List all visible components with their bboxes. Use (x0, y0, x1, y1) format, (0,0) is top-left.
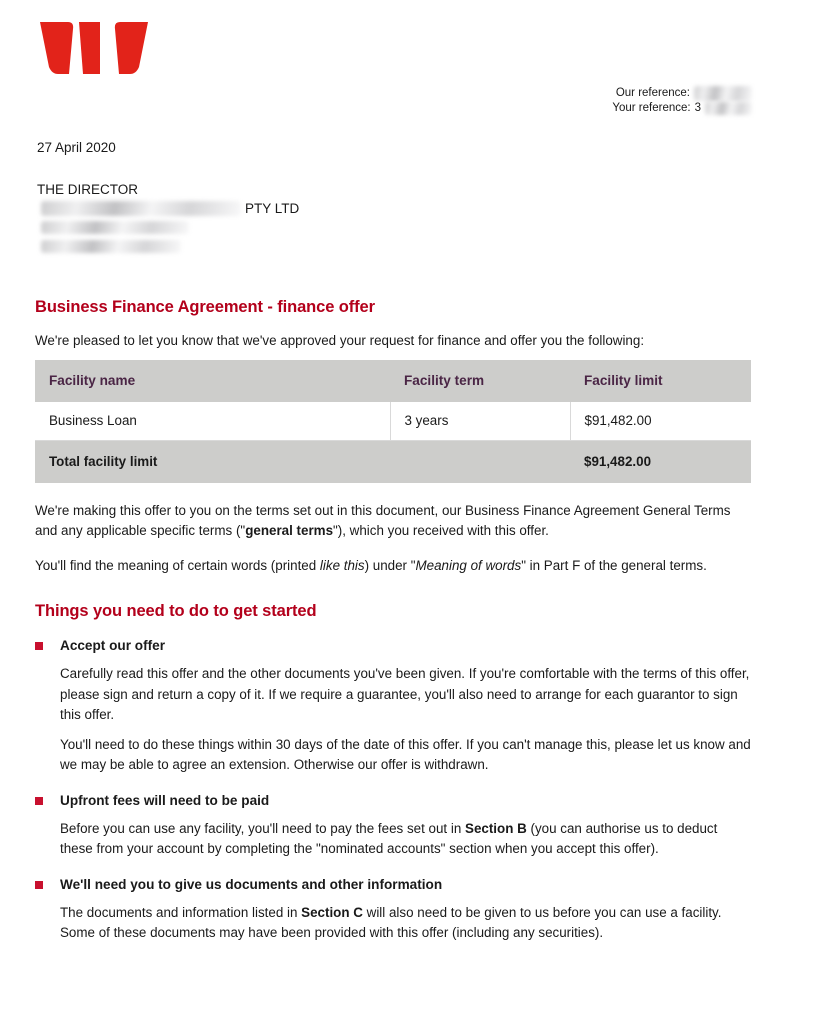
square-bullet-icon (35, 881, 43, 889)
todo-item-title: Accept our offer (60, 638, 165, 653)
fees-text-before: Before you can use any facility, you'll need to pay the fees set out in (60, 820, 466, 836)
todo-item-paragraph: Carefully read this offer and the other documents you've been given. If you're comfortable with the terms of this offer, please sign and return a copy of it. If we require a guarantee, you'll also need to arrange for each guarantor to sign this offer. (60, 666, 750, 722)
docs-section-ref: Section C (301, 904, 363, 920)
address-redaction-2 (41, 240, 181, 253)
square-bullet-icon (35, 642, 43, 650)
offer-heading: Business Finance Agreement - finance offer (35, 298, 375, 316)
addressee-block (37, 180, 299, 256)
todo-item-heading (35, 876, 751, 894)
address-line-1 (37, 218, 299, 237)
terms-p2-italic-2: Meaning of words (415, 557, 522, 573)
westpac-w-logo (38, 21, 150, 75)
company-name-redaction (41, 201, 241, 216)
table-total-row (35, 440, 751, 483)
terms-p2-italic-1: like this (319, 557, 365, 573)
todo-item-body (60, 819, 751, 860)
todo-item-heading (35, 637, 751, 655)
your-reference-line (612, 101, 752, 116)
terms-paragraph-2 (35, 556, 751, 577)
todo-item-paragraph: You'll need to do these things within 30 days of the date of this offer. If you can't manage this, please let us know and we may be able to agree an extension. Otherwise our offer is withdrawn. (60, 736, 751, 772)
docs-text-after: will also need to be given to us before you can use a facility. Some of these documents may have been provided with this offer (including any securities). (60, 904, 722, 940)
fees-section-ref: Section B (465, 820, 527, 836)
todo-item-title: We'll need you to give us documents and other information (60, 876, 443, 892)
docs-text-before: The documents and information listed in (60, 904, 302, 920)
total-spacer (390, 440, 570, 483)
cell-facility-limit: $91,482.00 (570, 402, 751, 441)
todo-item-body (60, 903, 751, 944)
our-reference-line (612, 86, 752, 101)
todo-item-documents (35, 876, 751, 944)
addressee-title: THE DIRECTOR (37, 182, 139, 197)
todo-item-paragraph (60, 903, 751, 944)
cell-facility-term: 3 years (390, 402, 570, 441)
todo-heading: Things you need to do to get started (35, 602, 317, 620)
total-label: Total facility limit (35, 440, 390, 483)
terms-p2-part-a: You'll find the meaning of certain words (printed (35, 557, 320, 573)
todo-item-paragraph (60, 819, 751, 860)
main-content (35, 298, 751, 960)
your-reference-redaction (705, 102, 752, 115)
terms-p2-part-e: " in Part F of the general terms. (521, 557, 707, 573)
address-line-2 (37, 237, 299, 256)
fees-text-after: (you can authorise us to deduct these from your account by completing the "nominated accounts" section when you accept this offer). (60, 820, 718, 856)
address-redaction-1 (41, 221, 189, 234)
column-header-facility-limit: Facility limit (570, 360, 751, 402)
our-reference-label: Our reference: (615, 87, 690, 99)
your-reference-value: 3 (694, 102, 701, 114)
column-header-facility-name: Facility name (35, 360, 390, 402)
total-value: $91,482.00 (570, 440, 751, 483)
facility-table (35, 360, 751, 483)
cell-facility-name: Business Loan (35, 402, 390, 441)
company-suffix: PTY LTD (245, 201, 300, 216)
terms-p2-part-c: ) under " (364, 557, 416, 573)
terms-paragraph-1 (35, 501, 751, 542)
todo-item-heading (35, 792, 751, 810)
todo-item-accept-offer (35, 637, 751, 776)
your-reference-label: Your reference: (612, 102, 691, 114)
square-bullet-icon (35, 797, 43, 805)
terms-p1-bold: general terms (245, 523, 334, 538)
table-row (35, 402, 751, 441)
todo-item-upfront-fees (35, 792, 751, 860)
letter-date: 27 April 2020 (37, 140, 116, 155)
table-header-row (35, 360, 751, 402)
our-reference-redaction (694, 86, 752, 101)
todo-item-title: Upfront fees will need to be paid (60, 792, 270, 808)
reference-block (612, 86, 752, 116)
terms-p1-part-a: We're making this offer to you on the terms set out in this document, our Business Finance Agreement General Terms and any applicable specific terms (" (35, 502, 731, 538)
terms-p1-part-c: "), which you received with this offer. (333, 523, 549, 538)
column-header-facility-term: Facility term (390, 360, 570, 402)
todo-item-body (60, 664, 751, 776)
offer-intro: We're pleased to let you know that we've approved your request for finance and offer you the following: (35, 333, 645, 348)
addressee-company-line (37, 199, 299, 218)
